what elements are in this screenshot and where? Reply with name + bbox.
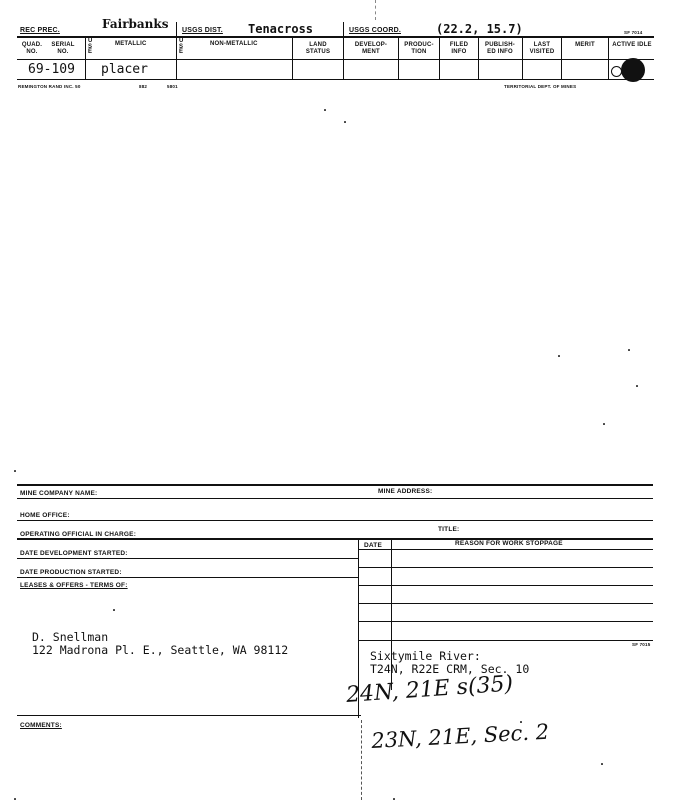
header-active-idle: ACTIVE IDLE	[612, 42, 652, 48]
header-land-status: LAND STATUS	[305, 42, 331, 55]
header-metallic: METALLIC	[115, 41, 147, 47]
mine-address-label: MINE ADDRESS:	[378, 488, 433, 495]
owner-name: D. Snellman	[32, 630, 109, 644]
usgs-dist-label: USGS DIST.	[182, 27, 223, 34]
header-quad-no: QUAD. NO.	[21, 42, 43, 55]
leases-offers-label: LEASES & OFFERS - TERMS OF:	[20, 582, 128, 589]
comments-label: COMMENTS:	[20, 722, 62, 729]
top-footer-code-a: 882	[139, 84, 148, 89]
date-label: DATE	[364, 542, 383, 549]
header-serial-no: SERIAL NO.	[51, 42, 75, 55]
owner-address: 122 Madrona Pl. E., Seattle, WA 98112	[32, 643, 289, 657]
usgs-coord-label: USGS COORD.	[349, 27, 401, 34]
rec-prec-label: REC PREC.	[20, 27, 60, 34]
header-use-b: U S E	[179, 38, 184, 55]
header-filed-info: FILED INFO	[449, 42, 469, 55]
usgs-dist-value: Tenacross	[248, 22, 314, 36]
date-development-started-label: DATE DEVELOPMENT STARTED:	[20, 550, 128, 557]
bottom-card	[0, 470, 678, 804]
top-footer-code-b: 5801	[167, 84, 178, 89]
rec-prec-value: Fairbanks	[102, 17, 169, 31]
location-line1: Sixtymile River:	[370, 649, 481, 663]
header-last-visited: LAST VISITED	[529, 42, 555, 55]
header-development: DEVELOP- MENT	[354, 42, 388, 55]
header-merit: MERIT	[575, 42, 595, 48]
top-footer-right: TERRITORIAL DEPT. OF MINES	[504, 84, 577, 89]
scan-dash	[375, 0, 377, 20]
header-production: PRODUC- TION	[404, 42, 434, 55]
handwritten-note-1: 24N, 21E s(35)	[345, 671, 514, 708]
header-non-metallic: NON-METALLIC	[210, 41, 258, 47]
bottom-form-number: SF 7015	[632, 642, 651, 647]
quad-serial-value: 69-109	[28, 62, 75, 77]
top-footer-left: REMINGTON RAND INC. 50	[18, 84, 81, 89]
header-use-a: U S E	[88, 38, 93, 55]
metallic-value: placer	[101, 62, 148, 77]
handwritten-note-2: 23N, 21E, Sec. 2	[370, 719, 550, 753]
date-production-started-label: DATE PRODUCTION STARTED:	[20, 569, 122, 576]
usgs-coord-value: (22.2, 15.7)	[436, 22, 523, 36]
reason-label: REASON FOR WORK STOPPAGE	[455, 540, 563, 547]
location-line2: T24N, R22E CRM, Sec. 10	[370, 662, 530, 676]
home-office-label: HOME OFFICE:	[20, 512, 70, 519]
top-form-number: SF 7014	[624, 30, 643, 35]
header-published-info: PUBLISH- ED INFO	[485, 42, 515, 55]
top-card	[0, 0, 678, 100]
mine-company-name-label: MINE COMPANY NAME:	[20, 490, 98, 497]
punch-hole-mark	[621, 58, 645, 82]
operating-official-label: OPERATING OFFICIAL IN CHARGE:	[20, 531, 137, 538]
title-label: TITLE:	[438, 526, 460, 533]
